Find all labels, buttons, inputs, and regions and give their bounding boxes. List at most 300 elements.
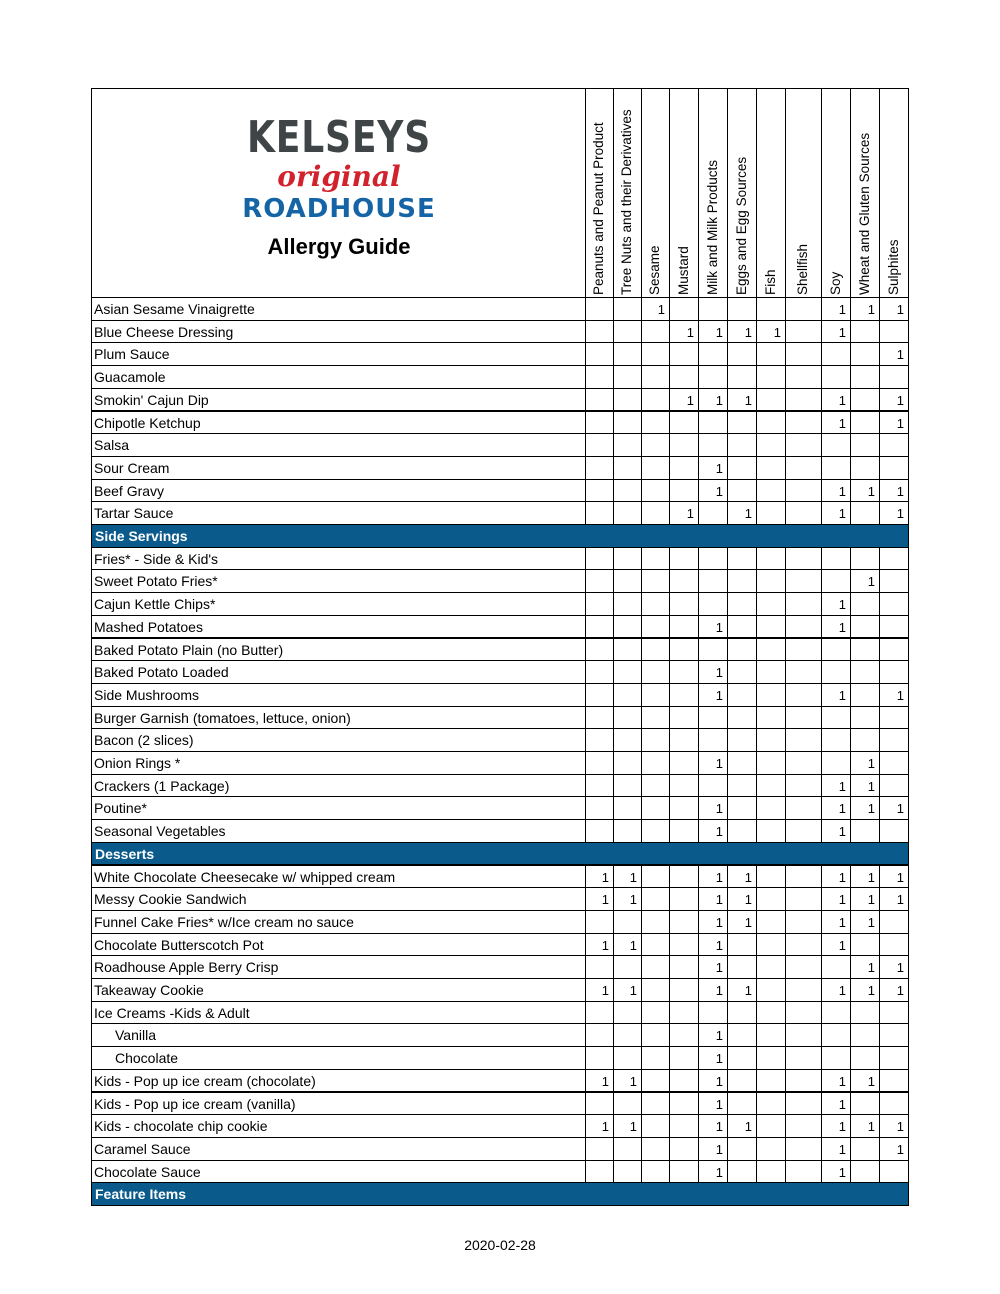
allergen-cell xyxy=(879,1160,909,1184)
allergen-flag: 1 xyxy=(867,574,875,590)
allergen-flag: 1 xyxy=(629,869,637,885)
allergen-flag: 1 xyxy=(896,892,904,908)
allergen-cell xyxy=(613,751,642,775)
allergen-flag: 1 xyxy=(867,483,875,499)
allergen-cell xyxy=(727,751,757,775)
allergen-cell xyxy=(850,660,880,684)
section-header: Desserts xyxy=(91,842,909,866)
allergen-cell xyxy=(585,660,614,684)
item-name: Bacon (2 slices) xyxy=(94,732,194,749)
item-name: Seasonal Vegetables xyxy=(94,823,226,840)
allergen-cell xyxy=(756,1046,786,1070)
allergen-cell xyxy=(641,774,670,798)
allergen-cell xyxy=(879,1092,909,1116)
allergen-cell xyxy=(613,1160,642,1184)
allergen-cell xyxy=(613,592,642,616)
allergen-flag: 1 xyxy=(838,1119,846,1135)
allergen-cell xyxy=(727,1001,757,1025)
allergen-cell xyxy=(613,433,642,457)
allergen-flag: 1 xyxy=(838,1164,846,1180)
allergen-cell xyxy=(669,297,699,321)
allergen-cell xyxy=(641,887,670,911)
allergen-cell xyxy=(585,456,614,480)
allergen-cell xyxy=(585,433,614,457)
allergen-cell xyxy=(698,592,728,616)
allergen-flag: 1 xyxy=(744,392,752,408)
allergen-cell xyxy=(879,819,909,843)
allergen-cell xyxy=(727,433,757,457)
allergen-cell xyxy=(821,456,851,480)
allergen-label: Milk and Milk Products xyxy=(704,159,720,295)
allergen-flag: 1 xyxy=(896,1141,904,1157)
item-name: Fries* - Side & Kid's xyxy=(94,550,219,567)
allergen-cell xyxy=(756,1092,786,1116)
allergen-cell xyxy=(850,547,880,571)
allergen-header-cell xyxy=(756,88,786,298)
allergen-flag: 1 xyxy=(838,1073,846,1089)
allergen-flag: 1 xyxy=(601,869,609,885)
item-name: Baked Potato Loaded xyxy=(94,664,229,681)
allergen-flag: 1 xyxy=(838,415,846,431)
allergen-cell xyxy=(850,433,880,457)
item-name: Kids - chocolate chip cookie xyxy=(94,1118,268,1135)
allergen-cell xyxy=(641,456,670,480)
allergen-flag: 1 xyxy=(715,824,723,840)
allergen-cell xyxy=(585,501,614,525)
allergen-cell xyxy=(641,547,670,571)
allergen-cell xyxy=(785,297,822,321)
allergen-cell xyxy=(756,592,786,616)
item-name: Roadhouse Apple Berry Crisp xyxy=(94,959,279,976)
allergen-cell xyxy=(585,1092,614,1116)
allergen-flag: 1 xyxy=(896,506,904,522)
allergen-label: Fish xyxy=(762,269,778,295)
allergen-cell xyxy=(756,683,786,707)
allergen-flag: 1 xyxy=(715,960,723,976)
item-name: Baked Potato Plain (no Butter) xyxy=(94,641,284,658)
allergen-cell xyxy=(756,978,786,1002)
allergen-cell xyxy=(785,955,822,979)
allergen-cell xyxy=(756,615,786,639)
allergen-flag: 1 xyxy=(629,1119,637,1135)
allergen-cell xyxy=(879,615,909,639)
allergen-cell xyxy=(727,456,757,480)
allergen-cell xyxy=(727,660,757,684)
allergen-flag: 1 xyxy=(838,302,846,317)
allergen-cell xyxy=(727,479,757,503)
allergen-cell xyxy=(613,365,642,389)
allergen-flag: 1 xyxy=(686,324,694,340)
allergen-cell xyxy=(613,615,642,639)
allergen-flag: 1 xyxy=(867,1073,875,1089)
allergen-cell xyxy=(785,479,822,503)
allergen-cell xyxy=(785,706,822,730)
allergen-cell xyxy=(879,774,909,798)
allergen-cell xyxy=(585,365,614,389)
allergen-cell xyxy=(613,456,642,480)
allergen-cell xyxy=(727,1137,757,1161)
allergen-cell xyxy=(785,1114,822,1138)
allergen-cell xyxy=(756,796,786,820)
allergen-cell xyxy=(879,592,909,616)
item-name: Kids - Pop up ice cream (chocolate) xyxy=(94,1072,316,1089)
allergen-cell xyxy=(641,1137,670,1161)
allergen-flag: 1 xyxy=(715,983,723,998)
allergen-cell xyxy=(879,1023,909,1047)
allergen-flag: 1 xyxy=(896,302,904,317)
allergen-flag: 1 xyxy=(601,892,609,908)
allergen-cell xyxy=(641,1001,670,1025)
allergen-cell xyxy=(585,388,614,412)
allergen-cell xyxy=(785,796,822,820)
allergen-cell xyxy=(585,774,614,798)
allergen-cell xyxy=(850,1160,880,1184)
item-name: Messy Cookie Sandwich xyxy=(94,891,247,908)
allergen-label: Sulphites xyxy=(885,239,901,295)
allergen-cell xyxy=(756,865,786,889)
allergen-cell xyxy=(785,1046,822,1070)
allergen-cell xyxy=(785,728,822,752)
allergen-cell xyxy=(698,547,728,571)
allergen-cell xyxy=(613,683,642,707)
allergen-cell xyxy=(613,1023,642,1047)
allergen-cell xyxy=(756,910,786,934)
allergen-flag: 1 xyxy=(867,756,875,771)
allergen-cell xyxy=(850,819,880,843)
item-name: Beef Gravy xyxy=(94,482,165,499)
allergen-cell xyxy=(879,365,909,389)
allergen-cell xyxy=(879,706,909,730)
allergen-cell xyxy=(785,683,822,707)
allergen-cell xyxy=(669,365,699,389)
allergen-cell xyxy=(756,819,786,843)
allergen-cell xyxy=(585,706,614,730)
allergen-cell xyxy=(669,933,699,957)
allergen-label: Eggs and Egg Sources xyxy=(733,156,749,295)
allergen-flag: 1 xyxy=(838,1141,846,1157)
allergen-cell xyxy=(613,411,642,435)
allergen-cell xyxy=(698,569,728,593)
allergen-flag: 1 xyxy=(715,483,723,499)
allergen-cell xyxy=(756,411,786,435)
item-name: Chocolate Butterscotch Pot xyxy=(94,936,264,953)
allergen-cell xyxy=(669,615,699,639)
allergen-cell xyxy=(698,365,728,389)
allergen-cell xyxy=(785,1092,822,1116)
allergen-cell xyxy=(641,819,670,843)
allergen-cell xyxy=(669,1160,699,1184)
allergen-cell xyxy=(821,569,851,593)
allergen-cell xyxy=(698,706,728,730)
allergen-flag: 1 xyxy=(838,1096,846,1112)
allergen-flag: 1 xyxy=(838,892,846,908)
allergen-cell xyxy=(879,1001,909,1025)
allergen-cell xyxy=(727,638,757,662)
allergen-flag: 1 xyxy=(629,1073,637,1089)
allergen-cell xyxy=(585,638,614,662)
allergen-flag: 1 xyxy=(715,324,723,340)
allergen-cell xyxy=(756,433,786,457)
allergen-cell xyxy=(756,933,786,957)
allergen-flag: 1 xyxy=(896,869,904,885)
allergen-cell xyxy=(879,547,909,571)
allergen-flag: 1 xyxy=(838,506,846,522)
allergen-flag: 1 xyxy=(715,1073,723,1089)
allergen-cell xyxy=(850,1023,880,1047)
allergen-cell xyxy=(727,683,757,707)
allergen-cell xyxy=(727,1069,757,1093)
allergen-cell xyxy=(669,774,699,798)
allergen-cell xyxy=(879,910,909,934)
allergen-cell xyxy=(879,1046,909,1070)
allergen-cell xyxy=(821,660,851,684)
allergen-cell xyxy=(785,388,822,412)
allergen-cell xyxy=(641,1160,670,1184)
allergen-cell xyxy=(613,660,642,684)
allergen-cell xyxy=(613,501,642,525)
item-name: Chocolate Sauce xyxy=(94,1163,201,1180)
allergen-flag: 1 xyxy=(838,937,846,953)
allergen-cell xyxy=(756,660,786,684)
allergen-cell xyxy=(821,1023,851,1047)
allergen-label: Soy xyxy=(827,271,843,295)
allergen-flag: 1 xyxy=(896,483,904,499)
allergen-cell xyxy=(641,1069,670,1093)
allergen-cell xyxy=(669,1069,699,1093)
allergen-cell xyxy=(785,592,822,616)
allergen-flag: 1 xyxy=(896,687,904,703)
allergen-cell xyxy=(641,388,670,412)
allergen-cell xyxy=(669,978,699,1002)
allergen-cell xyxy=(641,592,670,616)
allergen-flag: 1 xyxy=(686,506,694,522)
allergen-cell xyxy=(641,796,670,820)
allergen-cell xyxy=(727,774,757,798)
allergen-cell xyxy=(641,978,670,1002)
allergen-cell xyxy=(613,342,642,366)
allergen-cell xyxy=(613,1137,642,1161)
allergen-cell xyxy=(585,342,614,366)
allergen-cell xyxy=(879,320,909,344)
item-name: Salsa xyxy=(94,437,130,454)
allergen-cell xyxy=(613,819,642,843)
allergen-cell xyxy=(756,706,786,730)
allergen-cell xyxy=(585,683,614,707)
allergen-flag: 1 xyxy=(838,914,846,930)
item-name: White Chocolate Cheesecake w/ whipped cream xyxy=(94,868,396,885)
allergen-cell xyxy=(698,638,728,662)
allergen-flag: 1 xyxy=(838,483,846,499)
allergen-flag: 1 xyxy=(867,302,875,317)
allergen-cell xyxy=(756,1023,786,1047)
table-row xyxy=(91,796,586,820)
allergen-flag: 1 xyxy=(715,687,723,703)
allergen-cell xyxy=(785,569,822,593)
item-name: Onion Rings * xyxy=(94,755,181,771)
allergen-flag: 1 xyxy=(838,801,846,817)
allergen-cell xyxy=(613,638,642,662)
allergen-cell xyxy=(850,342,880,366)
allergen-cell xyxy=(879,569,909,593)
footer-date: 2020-02-28 xyxy=(464,1237,536,1253)
item-name: Vanilla xyxy=(115,1027,156,1044)
allergen-cell xyxy=(585,320,614,344)
allergen-flag: 1 xyxy=(715,869,723,885)
item-name: Sour Cream xyxy=(94,459,170,476)
allergen-cell xyxy=(698,297,728,321)
allergen-cell xyxy=(698,501,728,525)
allergen-cell xyxy=(879,433,909,457)
allergen-flag: 1 xyxy=(715,1051,723,1067)
allergen-flag: 1 xyxy=(838,392,846,408)
item-name: Chocolate xyxy=(115,1050,179,1067)
section-header: Side Servings xyxy=(91,524,909,548)
allergen-cell xyxy=(727,342,757,366)
allergen-cell xyxy=(641,638,670,662)
allergen-cell xyxy=(785,433,822,457)
allergen-cell xyxy=(850,1137,880,1161)
allergen-flag: 1 xyxy=(715,619,723,635)
item-name: Chipotle Ketchup xyxy=(94,414,201,431)
allergen-cell xyxy=(698,774,728,798)
allergen-cell xyxy=(585,592,614,616)
allergen-cell xyxy=(641,1046,670,1070)
item-name: Plum Sauce xyxy=(94,346,170,363)
allergen-flag: 1 xyxy=(601,1119,609,1135)
allergen-cell xyxy=(785,501,822,525)
allergen-cell xyxy=(821,1001,851,1025)
item-name: Poutine* xyxy=(94,800,147,817)
allergen-flag: 1 xyxy=(896,960,904,976)
allergen-cell xyxy=(641,411,670,435)
allergen-cell xyxy=(850,411,880,435)
allergen-cell xyxy=(850,728,880,752)
allergen-cell xyxy=(785,978,822,1002)
allergen-cell xyxy=(669,955,699,979)
allergen-cell xyxy=(585,819,614,843)
allergen-cell xyxy=(821,547,851,571)
allergen-flag: 1 xyxy=(867,778,875,794)
allergen-flag: 1 xyxy=(896,347,904,363)
allergen-flag: 1 xyxy=(686,392,694,408)
allergen-flag: 1 xyxy=(601,1073,609,1089)
allergen-cell xyxy=(821,706,851,730)
allergen-cell xyxy=(585,615,614,639)
allergen-cell xyxy=(850,706,880,730)
allergen-cell xyxy=(641,501,670,525)
allergen-cell xyxy=(756,887,786,911)
allergen-flag: 1 xyxy=(715,665,723,681)
allergen-label: Shellfish xyxy=(795,243,810,295)
allergen-cell xyxy=(669,433,699,457)
allergen-cell xyxy=(669,1001,699,1025)
allergen-cell xyxy=(821,751,851,775)
allergen-cell xyxy=(785,342,822,366)
allergen-cell xyxy=(785,456,822,480)
allergen-cell xyxy=(821,955,851,979)
allergen-flag: 1 xyxy=(601,983,609,998)
allergen-cell xyxy=(850,456,880,480)
item-name: Funnel Cake Fries* w/Ice cream no sauce xyxy=(94,913,354,930)
item-name: Tartar Sauce xyxy=(94,505,174,522)
allergen-cell xyxy=(821,1046,851,1070)
allergen-cell xyxy=(850,388,880,412)
allergen-cell xyxy=(669,910,699,934)
allergen-cell xyxy=(641,933,670,957)
allergen-cell xyxy=(698,1001,728,1025)
allergen-cell xyxy=(785,887,822,911)
brand-roadhouse: ROADHOUSE xyxy=(242,194,436,224)
allergen-cell xyxy=(585,728,614,752)
allergen-cell xyxy=(641,910,670,934)
allergen-cell xyxy=(613,1046,642,1070)
allergen-cell xyxy=(613,955,642,979)
allergen-flag: 1 xyxy=(715,392,723,408)
allergen-cell xyxy=(669,751,699,775)
allergen-cell xyxy=(669,819,699,843)
allergen-cell xyxy=(879,751,909,775)
allergen-cell xyxy=(727,1160,757,1184)
allergen-flag: 1 xyxy=(715,937,723,953)
allergen-cell xyxy=(641,706,670,730)
allergen-cell xyxy=(850,615,880,639)
allergen-flag: 1 xyxy=(838,869,846,885)
allergen-flag: 1 xyxy=(744,506,752,522)
allergen-cell xyxy=(879,660,909,684)
allergen-cell xyxy=(727,411,757,435)
allergen-cell xyxy=(727,933,757,957)
allergen-cell xyxy=(641,1023,670,1047)
allergen-cell xyxy=(613,547,642,571)
allergen-cell xyxy=(850,1092,880,1116)
allergen-cell xyxy=(879,456,909,480)
allergen-cell xyxy=(850,933,880,957)
allergen-cell xyxy=(641,728,670,752)
allergen-cell xyxy=(727,728,757,752)
allergen-flag: 1 xyxy=(867,983,875,998)
allergen-cell xyxy=(756,479,786,503)
allergen-flag: 1 xyxy=(744,983,752,998)
allergen-flag: 1 xyxy=(838,324,846,340)
allergen-flag: 1 xyxy=(744,914,752,930)
allergen-cell xyxy=(785,1137,822,1161)
allergen-cell xyxy=(641,479,670,503)
allergen-cell xyxy=(821,638,851,662)
allergen-cell xyxy=(669,1023,699,1047)
table-row xyxy=(91,433,586,457)
allergen-cell xyxy=(727,615,757,639)
allergen-cell xyxy=(641,342,670,366)
allergen-cell xyxy=(641,865,670,889)
allergen-cell xyxy=(821,433,851,457)
item-name: Kids - Pop up ice cream (vanilla) xyxy=(94,1095,296,1112)
allergen-cell xyxy=(756,1114,786,1138)
page-title: Allergy Guide xyxy=(267,234,411,259)
allergen-cell xyxy=(785,819,822,843)
allergen-cell xyxy=(613,796,642,820)
allergen-cell xyxy=(641,660,670,684)
allergen-cell xyxy=(756,547,786,571)
allergen-flag: 1 xyxy=(715,1164,723,1180)
allergen-cell xyxy=(756,1069,786,1093)
allergen-cell xyxy=(613,320,642,344)
allergen-cell xyxy=(850,683,880,707)
allergen-cell xyxy=(785,411,822,435)
allergen-cell xyxy=(669,1046,699,1070)
allergen-cell xyxy=(698,342,728,366)
allergen-cell xyxy=(756,388,786,412)
allergen-flag: 1 xyxy=(629,892,637,908)
